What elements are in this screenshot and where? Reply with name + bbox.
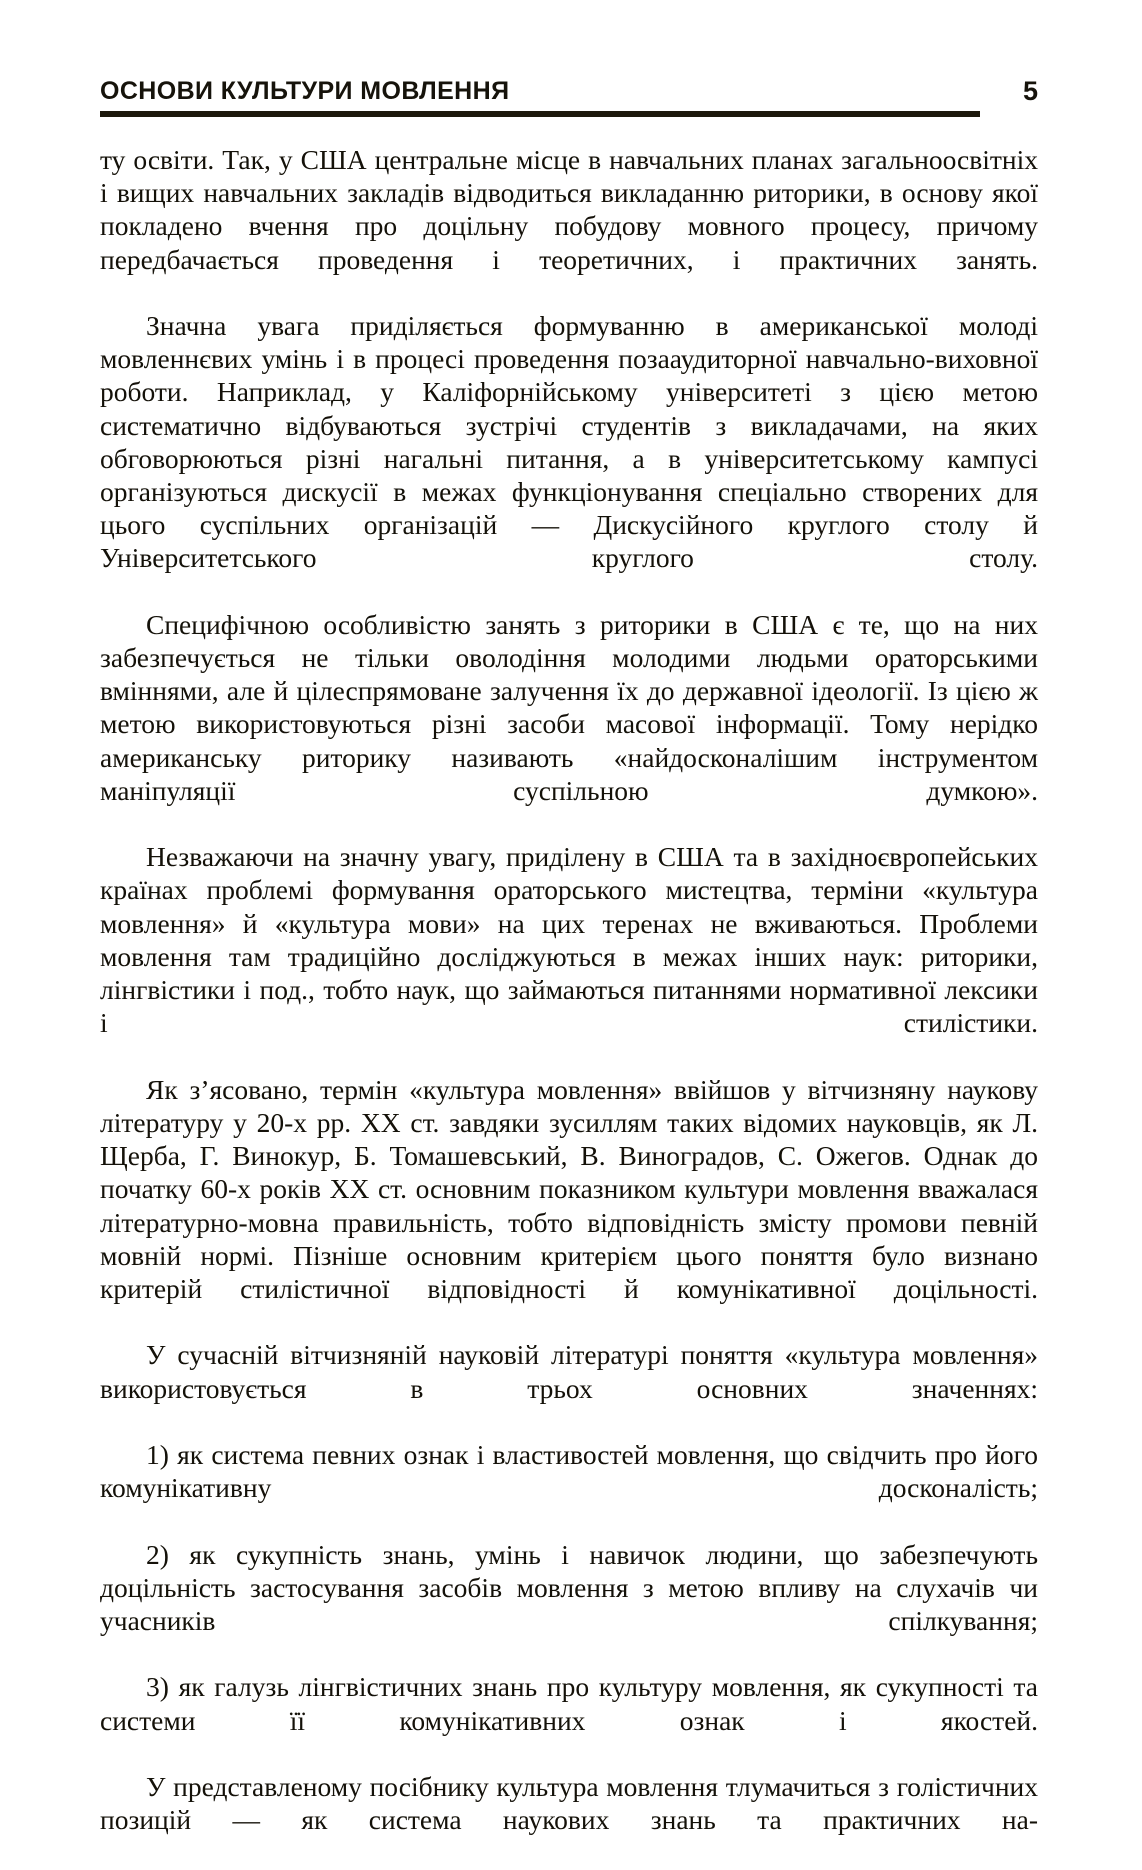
page-number: 5 [1022, 76, 1038, 106]
paragraph: Значна увага приділяється формуванню в американської молоді мовленнєвих умінь і в процесі проведення позааудиторної навчально-виховної роботи. Наприклад, у Каліфорнійському університеті з цією метою систематично відбуваються зустрічі студентів з викладачами, на яких обговорюються різні нагальні питання, а в університетському кампусі організуються дискусії в межах функціонування спеціально створених для цього суспільних організацій — Дискусійного круглого столу й Університетського круглого столу. [100, 310, 1038, 574]
paragraph: Специфічною особливістю занять з риторики в США є те, що на них забезпечується не тільки оволодіння молодими людьми ораторськими вміннями, але й цілеспрямоване залучення їх до державної ідеології. Із цією ж метою використовуються різні засоби масової інформації. Тому нерідко американську риторику називають «найдосконалішим інструментом маніпуляції суспільною думкою». [100, 608, 1038, 806]
running-head-title: ОСНОВИ КУЛЬТУРИ МОВЛЕННЯ [100, 77, 510, 105]
paragraph: Незважаючи на значну увагу, приділену в США та в західноєвропейських країнах проблемі формування ораторського мистецтва, терміни «культура мовлення» й «культура мови» на цих теренах не вживаються. Проблеми мовлення там традиційно досліджуються в межах інших наук: риторики, лінгвістики і под., тобто наук, що займаються питаннями нормативної лексики і стилістики. [100, 841, 1038, 1039]
body-text-column [100, 143, 1038, 1870]
paragraph: Як з’ясовано, термін «культура мовлення» ввійшов у вітчизняну наукову літературу у 20-х рр. ХХ ст. завдяки зусиллям таких відомих науковців, як Л. Щерба, Г. Винокур, Б. Томашевський, В. Виноградов, С. Ожегов. Однак до початку 60-х років ХХ ст. основним показником культури мовлення вважалася літературно-мовна правильність, тобто відповідність змісту промови певній мовній нормі. Пізніше основним критерієм цього поняття було визнано критерій стилістичної відповідності й комунікативної доцільності. [100, 1073, 1038, 1304]
paragraph: ту освіти. Так, у США центральне місце в навчальних планах загальноосвітніх і вищих навчальних закладів відводиться викладанню риторики, в основу якої покладено вчення про доцільну побудову мовного процесу, причому передбачається проведення і теоретичних, і практичних занять. [100, 144, 1038, 275]
header-rule [100, 111, 980, 117]
paragraph: 2) як сукупність знань, умінь і навичок людини, що забезпечують доцільність застосування засобів мовлення з метою впливу на слухачів чи учасників спілкування; [100, 1538, 1038, 1636]
paragraph: 3) як галузь лінгвістичних знань про культуру мовлення, як сукупності та системи її комунікативних ознак і якостей. [100, 1671, 1038, 1736]
paragraph: У сучасній вітчизняній науковій літературі поняття «культура мовлення» використовується в трьох основних значеннях: [100, 1339, 1038, 1404]
paragraph: 1) як система певних ознак і властивостей мовлення, що свідчить про його комунікативну досконалість; [100, 1438, 1038, 1504]
paragraph: У представленому посібнику культура мовлення тлумачиться з голістичних позицій — як система наукових знань та практичних на- [100, 1770, 1038, 1836]
